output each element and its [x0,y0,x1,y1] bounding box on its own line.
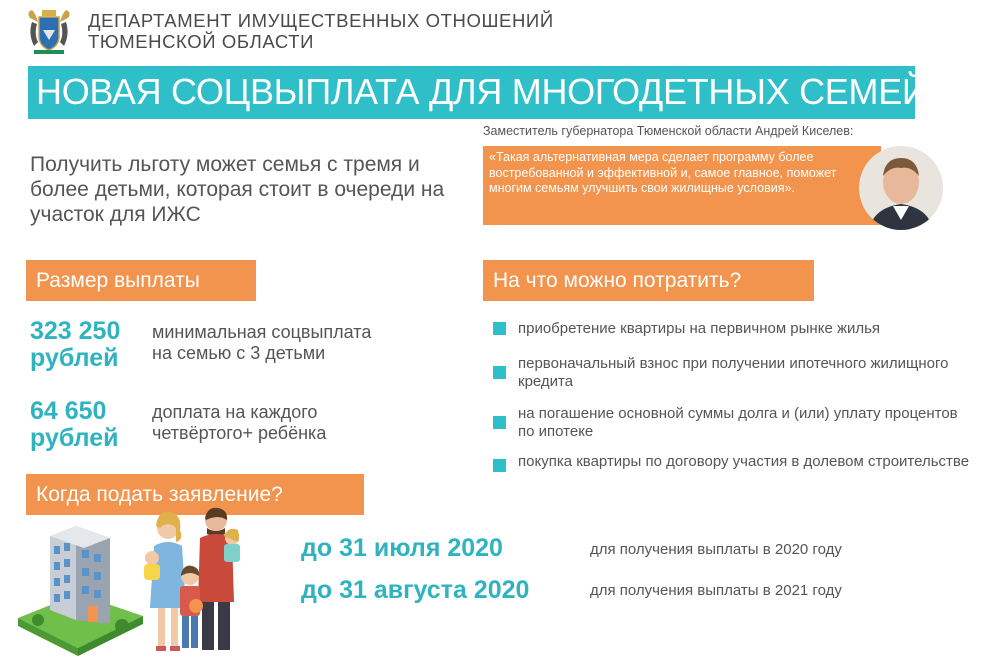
amount-1-unit: рублей [30,344,119,372]
deadline-2-note: для получения выплаты в 2021 году [590,582,842,599]
deadline-1-note: для получения выплаты в 2020 году [590,541,842,558]
list-item-text: покупка квартиры по договору участия в долевом строительстве [518,453,970,470]
author-photo [859,146,943,230]
department-name [88,10,554,52]
amount-2-value: 64 650 [30,397,107,425]
list-item-text: на погашение основной суммы долга и (или) уплату процентов по ипотеке [518,405,958,440]
amount-1-value: 323 250 [30,317,121,345]
coat-of-arms-icon [24,8,74,56]
amount-1-description [152,322,432,364]
bullet-square-icon [493,416,506,429]
family-building-illustration [18,498,258,666]
amount-2-description [152,402,432,444]
amount-2-desc-line-2: четвёртого+ ребёнка [152,423,327,443]
bullet-square-icon [493,322,506,335]
list-item-text: первоначальный взнос при получении ипотечного жилищного кредита [518,355,949,390]
bullet-square-icon [493,366,506,379]
page-title: НОВАЯ СОЦВЫПЛАТА ДЛЯ МНОГОДЕТНЫХ СЕМЕЙ [36,71,928,112]
amount-2 [30,398,119,452]
deadline-2-date: до 31 августа 2020 [301,576,530,604]
amount-1-desc-line-1: минимальная соцвыплата [152,322,372,342]
eligibility-text: Получить льготу может семья с тремя и более детьми, которая стоит в очереди на участок для ИЖС [30,153,445,226]
department-line-1: ДЕПАРТАМЕНТ ИМУЩЕСТВЕННЫХ ОТНОШЕНИЙ [88,10,554,31]
spend-header: На что можно потратить? [483,260,814,301]
deadline-1-date: до 31 июля 2020 [301,534,503,562]
list-item-text: приобретение квартиры на первичном рынке жилья [518,320,881,337]
amount-1-desc-line-2: на семью с 3 детьми [152,343,326,363]
department-line-2: ТЮМЕНСКОЙ ОБЛАСТИ [88,31,315,52]
amount-2-unit: рублей [30,424,119,452]
when-header: Когда подать заявление? [26,474,364,515]
bullet-square-icon [493,459,506,472]
quote-author: Заместитель губернатора Тюменской области Андрей Киселев: [483,124,854,138]
payment-size-header: Размер выплаты [26,260,256,301]
quote-text: «Такая альтернативная мера сделает программу более востребованной и эффективной и, самое главное, поможет многим семьям улучшить свои жилищные условия». [489,150,837,195]
amount-2-desc-line-1: доплата на каждого [152,402,318,422]
amount-1 [30,318,120,372]
